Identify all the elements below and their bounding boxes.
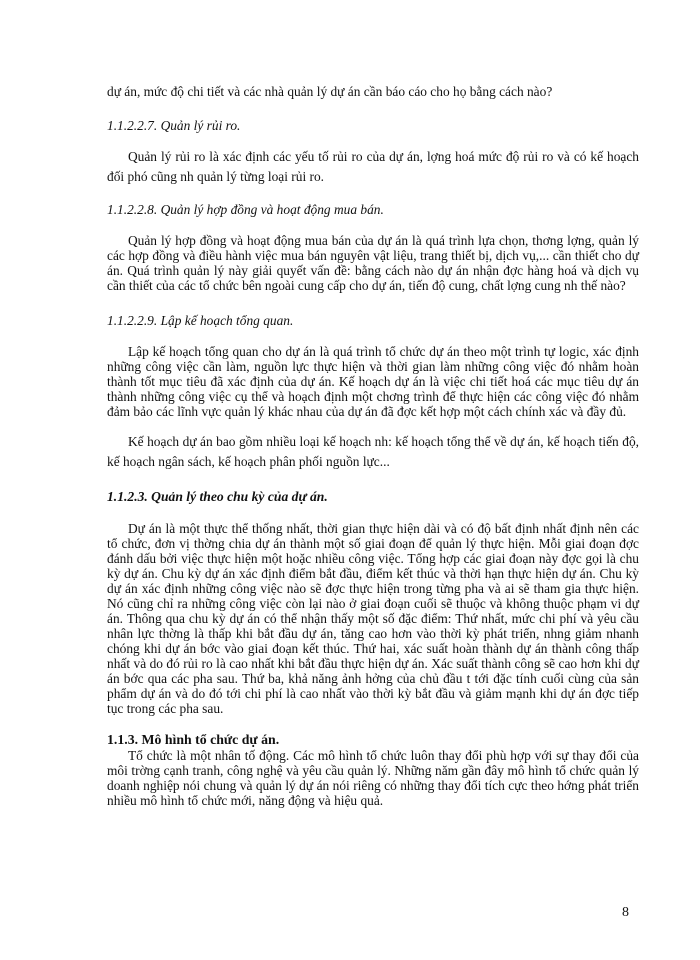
document-page: [107, 84, 639, 808]
paragraph-org-model: Tổ chức là một nhân tố động. Các mô hình tổ chức luôn thay đổi phù hợp với sự thay đổi của môi trờng cạnh tranh, công nghệ và yêu cầu quản lý. Những năm gần đây mô hình tổ chức quản lý doanh nghiệp nói chung và quản lý dự án nói riêng có những thay đổi tích cực theo hớng phát triển nhiều mô hình tổ chức mới, năng động và hiệu quả.: [107, 748, 639, 808]
section-heading-org-model: 1.1.3. Mô hình tổ chức dự án.: [107, 732, 280, 747]
intro-paragraph: dự án, mức độ chi tiết và các nhà quản lý dự án cần báo cáo cho họ bằng cách nào?: [107, 84, 553, 99]
paragraph-risk: Quản lý rủi ro là xác định các yếu tố rủi ro của dự án, lợng hoá mức độ rủi ro và có kế hoạch đối phó cũng nh quản lý từng loại rủi ro.: [107, 149, 639, 184]
section-heading-contracts: 1.1.2.2.8. Quản lý hợp đồng và hoạt động mua bán.: [107, 202, 384, 217]
page-number: 8: [622, 905, 629, 920]
paragraph-planning-1: Lập kế hoạch tổng quan cho dự án là quá trình tổ chức dự án theo một trình tự logic, xác định những công việc cần làm, nguồn lực thực hiện và thời gian làm những công việc đó nhằm hoàn thành tốt mục tiêu đã xác định của dự án. Kế hoạch dự án là việc chi tiết hoá các mục tiêu dự án thành những công việc cụ thể và hoạch định một chơng trình để thực hiện các công việc đó nhằm đảm bảo các lĩnh vực quản lý khác nhau của dự án đã đợc kết hợp một cách chính xác và đầy đủ.: [107, 344, 639, 419]
paragraph-lifecycle: Dự án là một thực thể thống nhất, thời gian thực hiện dài và có độ bất định nhất định nên các tổ chức, đơn vị thờng chia dự án thành một số giai đoạn để quản lý thực hiện. Mỗi giai đoạn đợc đánh dấu bởi việc thực hiện một hoặc nhiều công việc. Tổng hợp các giai đoạn này đợc gọi là chu kỳ dự án. Chu kỳ dự án xác định điểm bắt đầu, điểm kết thúc và thời hạn thực hiện dự án. Chu kỳ dự án xác định những công việc nào sẽ đợc thực hiện trong từng pha và ai sẽ tham gia thực hiện. Nó cũng chỉ ra những công việc còn lại nào ở giai đoạn cuối sẽ thuộc và không thuộc phạm vi dự án. Thông qua chu kỳ dự án có thể nhận thấy một số đặc điểm: Thứ nhất, mức chi phí và yêu cầu nhân lực thờng là thấp khi bắt đầu dự án, tăng cao hơn vào thời kỳ phát triển, nhng giảm nhanh chóng khi dự án bớc vào giai đoạn kết thúc. Thứ hai, xác suất hoàn thành dự án thành công thấp nhất và do đó rủi ro là cao nhất khi bắt đầu thực hiện dự án. Xác suất thành công sẽ cao hơn khi dự án bớc qua các pha sau. Thứ ba, khả năng ảnh hởng của chủ đầu t tới đặc tính cuối cùng của sản phẩm dự án và do đó tới chi phí là cao nhất vào thời kỳ bắt đầu và giảm mạnh khi dự án đợc tiếp tục trong các pha sau.: [107, 521, 639, 716]
paragraph-planning-2: Kế hoạch dự án bao gồm nhiều loại kế hoạch nh: kế hoạch tổng thể về dự án, kế hoạch tiến độ, kế hoạch ngân sách, kế hoạch phân phối nguồn lực...: [107, 434, 639, 469]
section-heading-planning: 1.1.2.2.9. Lập kế hoạch tổng quan.: [107, 313, 294, 328]
section-heading-lifecycle: 1.1.2.3. Quản lý theo chu kỳ của dự án.: [107, 489, 328, 504]
section-heading-risk: 1.1.2.2.7. Quản lý rủi ro.: [107, 118, 241, 133]
paragraph-contracts: Quản lý hợp đồng và hoạt động mua bán của dự án là quá trình lựa chọn, thơng lợng, quản lý các hợp đồng và điều hành việc mua bán nguyên vật liệu, trang thiết bị, dịch vụ,... cần thiết cho dự án. Quá trình quản lý này giải quyết vấn đề: bằng cách nào dự án nhận đợc hàng hoá và dịch vụ cần thiết của các tổ chức bên ngoài cung cấp cho dự án, tiến độ cung, chất lợng cung nh thế nào?: [107, 233, 639, 293]
